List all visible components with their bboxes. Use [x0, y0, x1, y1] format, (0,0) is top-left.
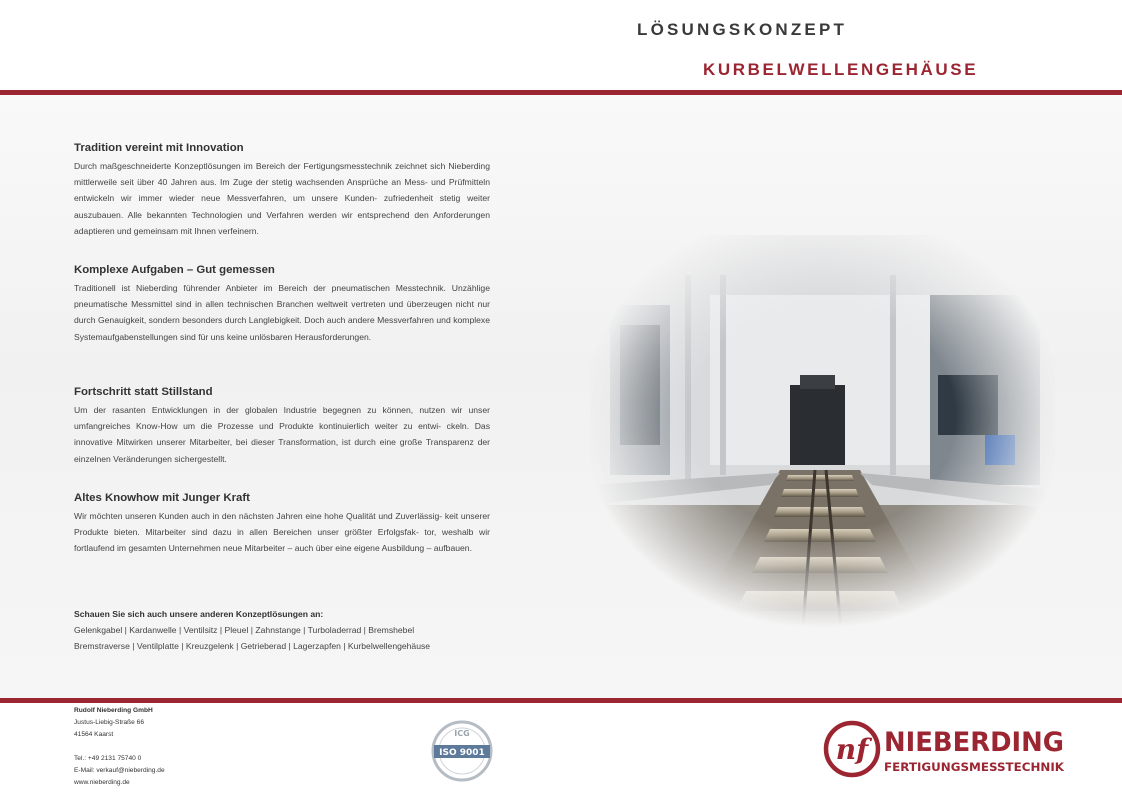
- svg-text:NIEBERDING: NIEBERDING: [884, 727, 1064, 758]
- contact-phone: Tel.: +49 2131 75740 0: [74, 755, 142, 762]
- page-subtitle: KURBELWELLENGEHÄUSE: [703, 60, 979, 79]
- page-header: [0, 0, 1122, 90]
- section-tradition: [74, 142, 490, 239]
- svg-text:FERTIGUNGSMESSTECHNIK: FERTIGUNGSMESSTECHNIK: [884, 760, 1066, 774]
- section-heading: Fortschritt statt Stillstand: [74, 386, 213, 398]
- content-area: [0, 95, 1122, 698]
- related-solutions-row-2: Bremstraverse | Ventilplatte | Kreuzgelenk | Getrieberad | Lagerzapfen | Kurbelwellengehäuse: [74, 641, 431, 651]
- machine-photo: [590, 235, 1055, 640]
- related-solutions-heading: Schauen Sie sich auch unsere anderen Konzeptlösungen an:: [74, 609, 324, 619]
- section-text: Traditionell ist Nieberding führender Anbieter im Bereich der pneumatischen Messtechnik. Unzählige pneumatische Messmittel sind in allen technischen Branchen weltweit vertreten und überzeugen nicht nur durch Genauigkeit, sondern besonders durch Langlebigkeit. Doch auch andere Messverfahren und komplexe Systemaufgabenstellungen sind für uns keine unlösbaren Herausforderungen.: [74, 283, 490, 342]
- address-city: 41564 Kaarst: [74, 731, 114, 738]
- section-heading: Tradition vereint mit Innovation: [74, 142, 244, 154]
- company-address: [74, 705, 165, 789]
- iso-9001-seal-icon: [430, 719, 494, 783]
- address-street: Justus-Liebig-Straße 66: [74, 719, 145, 726]
- related-solutions: [74, 609, 490, 654]
- section-text: Durch maßgeschneiderte Konzeptlösungen im Bereich der Fertigungsmesstechnik zeichnet sich Nieberding mittlerweile seit über 40 Jahren aus. Im Zuge der stetig wachsenden Ansprüche an Mess- und Prüfmitteln entwickeln wir immer wieder neue Messverfahren, um unsere Kunden- zufriedenheit stetig weiter auszubauen. Alle bekannten Technologien und Verfahren werden wir entsprechend den Anforderungen adaptieren und gemeinsam mit Ihnen verfeinern.: [74, 161, 490, 236]
- page-footer: [0, 703, 1122, 794]
- contact-email[interactable]: E-Mail: verkauf@nieberding.de: [74, 767, 165, 774]
- nieberding-logo: [822, 717, 1072, 781]
- related-solutions-row-1: Gelenkgabel | Kardanwelle | Ventilsitz | Pleuel | Zahnstange | Turboladerrad | Bremshebel: [74, 625, 415, 635]
- section-text: Wir möchten unseren Kunden auch in den nächsten Jahren eine hohe Qualität und Zuverlässig- keit unserer Produkte bieten. Mitarbeiter sind dazu in allen Bereichen unser größter Erfolgsfak- tor, weshalb wir fortlaufend im gesamten Unternehmen neue Mitarbeiter – auch über eine eigene Ausbildung – aufbauen.: [74, 511, 490, 554]
- section-fortschritt: [74, 386, 490, 467]
- section-heading: Altes Knowhow mit Junger Kraft: [74, 492, 250, 504]
- section-komplexe-aufgaben: [74, 264, 490, 345]
- company-name: Rudolf Nieberding GmbH: [74, 707, 153, 714]
- svg-text:ISO 9001: ISO 9001: [439, 748, 485, 758]
- svg-text:nf: nf: [835, 733, 869, 766]
- contact-website[interactable]: www.nieberding.de: [74, 779, 130, 786]
- section-heading: Komplexe Aufgaben – Gut gemessen: [74, 264, 275, 276]
- svg-text:ICG: ICG: [454, 729, 470, 738]
- section-altes-knowhow: [74, 492, 490, 557]
- page-title: LÖSUNGSKONZEPT: [637, 20, 848, 39]
- section-text: Um der rasanten Entwicklungen in der globalen Industrie begegnen zu können, nutzen wir unser umfangreiches Know-How um die Prozesse und Produkte kontinuierlich weiter zu entwi- ckeln. Das innovative Mitwirken unserer Mitarbeiter, bei dieser Transformation, ist durch eine große Transparenz der einzelnen Veränderungen sichergestellt.: [74, 405, 490, 464]
